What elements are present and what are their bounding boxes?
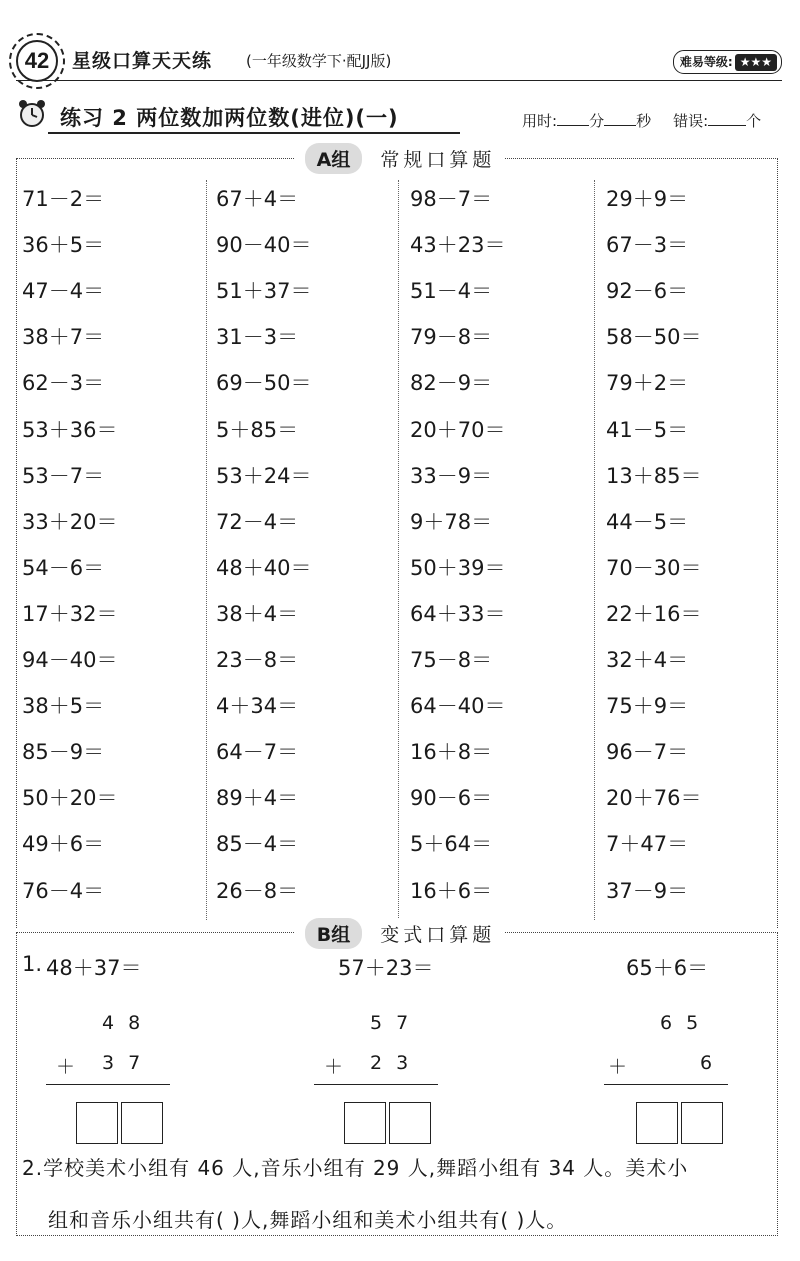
problem-item: 38＋5＝ bbox=[22, 694, 105, 719]
answer-box-tens[interactable] bbox=[636, 1102, 678, 1144]
plus-sign: ＋ bbox=[608, 1056, 628, 1078]
column-divider bbox=[206, 180, 207, 920]
answer-box-ones[interactable] bbox=[121, 1102, 163, 1144]
problem-item: 62－3＝ bbox=[22, 371, 105, 396]
problem-item: 69－50＝ bbox=[216, 371, 312, 396]
problem-item: 67＋4＝ bbox=[216, 187, 299, 211]
seconds-blank[interactable] bbox=[604, 111, 636, 126]
problem-item: 23－8＝ bbox=[216, 648, 299, 672]
problem-item: 4＋34＝ bbox=[216, 694, 299, 719]
problem-item: 9＋78＝ bbox=[410, 509, 493, 534]
problem-item: 64－40＝ bbox=[410, 694, 506, 719]
question-2-line-1: 2.学校美术小组有 46 人,音乐小组有 29 人,舞蹈小组有 34 人。美术小 bbox=[22, 1156, 689, 1180]
problem-item: 22＋16＝ bbox=[606, 601, 702, 626]
problem-item: 17＋32＝ bbox=[22, 601, 118, 626]
minute-label: 分 bbox=[589, 112, 605, 130]
problem-item: 13＋85＝ bbox=[606, 463, 702, 488]
bottom-number: 2 3 bbox=[370, 1052, 409, 1074]
problem-item: 43＋23＝ bbox=[410, 233, 506, 258]
minutes-blank[interactable] bbox=[557, 111, 589, 126]
second-label: 秒 bbox=[636, 112, 652, 130]
problem-item: 64－7＝ bbox=[216, 740, 299, 765]
problem-item: 51＋37＝ bbox=[216, 279, 312, 304]
alarm-clock-icon bbox=[16, 98, 48, 130]
vertical-expression: 57＋23＝ bbox=[338, 956, 434, 980]
problem-item: 64＋33＝ bbox=[410, 601, 506, 626]
vertical-expression: 48＋37＝ bbox=[46, 956, 142, 980]
lesson-title-underline bbox=[48, 132, 460, 134]
problem-item: 51－4＝ bbox=[410, 279, 493, 304]
problem-item: 5＋85＝ bbox=[216, 417, 299, 442]
problem-item: 32＋4＝ bbox=[606, 648, 689, 672]
problem-item: 33＋20＝ bbox=[22, 509, 118, 534]
problem-item: 79＋2＝ bbox=[606, 371, 689, 396]
answer-box-tens[interactable] bbox=[344, 1102, 386, 1144]
star-icon: ★★★ bbox=[735, 54, 777, 71]
plus-sign: ＋ bbox=[56, 1056, 76, 1078]
problem-item: 71－2＝ bbox=[22, 187, 105, 211]
problem-item: 53－7＝ bbox=[22, 463, 105, 488]
problem-item: 89＋4＝ bbox=[216, 786, 299, 811]
problem-item: 20＋76＝ bbox=[606, 786, 702, 811]
problem-item: 38＋4＝ bbox=[216, 601, 299, 626]
problem-item: 26－8＝ bbox=[216, 878, 299, 903]
top-number: 5 7 bbox=[370, 1012, 409, 1034]
section-b-pill: B组 bbox=[305, 918, 362, 949]
problem-item: 36＋5＝ bbox=[22, 233, 105, 258]
problem-item: 37－9＝ bbox=[606, 878, 689, 903]
problem-item: 47－4＝ bbox=[22, 279, 105, 304]
sum-line bbox=[314, 1084, 438, 1085]
problem-item: 16＋6＝ bbox=[410, 878, 493, 903]
section-a-pill: A组 bbox=[305, 143, 363, 174]
problem-item: 58－50＝ bbox=[606, 325, 702, 350]
plus-sign: ＋ bbox=[324, 1056, 344, 1078]
problem-item: 53＋36＝ bbox=[22, 417, 118, 442]
section-a-frame bbox=[16, 158, 778, 928]
answer-box-ones[interactable] bbox=[681, 1102, 723, 1144]
header-divider bbox=[16, 80, 782, 81]
section-b-header bbox=[0, 918, 800, 949]
series-title: 星级口算天天练 bbox=[72, 50, 213, 72]
problem-item: 85－9＝ bbox=[22, 740, 105, 765]
problem-item: 49＋6＝ bbox=[22, 832, 105, 857]
section-a-header bbox=[0, 143, 800, 174]
problem-item: 5＋64＝ bbox=[410, 832, 493, 857]
problem-item: 29＋9＝ bbox=[606, 187, 689, 211]
column-divider bbox=[594, 180, 595, 920]
answer-box-tens[interactable] bbox=[76, 1102, 118, 1144]
errors-blank[interactable] bbox=[708, 111, 746, 126]
problem-item: 70－30＝ bbox=[606, 555, 702, 580]
difficulty-rating bbox=[673, 50, 782, 74]
problem-item: 7＋47＝ bbox=[606, 832, 689, 857]
problem-item: 16＋8＝ bbox=[410, 740, 493, 765]
timing-stats bbox=[522, 110, 761, 131]
problem-item: 54－6＝ bbox=[22, 555, 105, 580]
bottom-number: 6 bbox=[700, 1052, 713, 1074]
series-subtitle: (一年级数学下·配JJ版) bbox=[246, 52, 392, 70]
problem-item: 67－3＝ bbox=[606, 233, 689, 258]
question-2-line-2: 组和音乐小组共有( )人,舞蹈小组和美术小组共有( )人。 bbox=[48, 1208, 568, 1232]
problem-item: 75－8＝ bbox=[410, 648, 493, 672]
problem-item: 82－9＝ bbox=[410, 371, 493, 396]
top-number: 6 5 bbox=[660, 1012, 699, 1034]
problem-item: 92－6＝ bbox=[606, 279, 689, 304]
problem-item: 90－6＝ bbox=[410, 786, 493, 811]
problem-item: 20＋70＝ bbox=[410, 417, 506, 442]
difficulty-label: 难易等级: bbox=[679, 55, 733, 69]
problem-item: 48＋40＝ bbox=[216, 555, 312, 580]
question-1-number: 1. bbox=[22, 952, 43, 976]
sum-line bbox=[46, 1084, 170, 1085]
column-divider bbox=[398, 180, 399, 920]
count-label: 个 bbox=[746, 112, 762, 130]
problem-item: 76－4＝ bbox=[22, 878, 105, 903]
problem-item: 79－8＝ bbox=[410, 325, 493, 350]
problem-item: 75＋9＝ bbox=[606, 694, 689, 719]
problem-item: 50＋20＝ bbox=[22, 786, 118, 811]
top-number: 4 8 bbox=[102, 1012, 141, 1034]
problem-item: 41－5＝ bbox=[606, 417, 689, 442]
section-a-name: 常规口算题 bbox=[380, 149, 496, 171]
sum-line bbox=[604, 1084, 728, 1085]
error-label: 错误: bbox=[673, 112, 709, 130]
page-number-badge: 42 bbox=[16, 40, 58, 82]
problem-item: 94－40＝ bbox=[22, 648, 118, 672]
problem-item: 90－40＝ bbox=[216, 233, 312, 258]
problem-item: 98－7＝ bbox=[410, 187, 493, 211]
problem-item: 96－7＝ bbox=[606, 740, 689, 765]
problem-item: 72－4＝ bbox=[216, 509, 299, 534]
problem-item: 31－3＝ bbox=[216, 325, 299, 350]
time-label: 用时: bbox=[522, 112, 558, 130]
section-b-name: 变式口算题 bbox=[380, 924, 496, 946]
problem-item: 33－9＝ bbox=[410, 463, 493, 488]
problem-item: 85－4＝ bbox=[216, 832, 299, 857]
lesson-title: 练习 2 两位数加两位数(进位)(一) bbox=[60, 106, 399, 130]
problem-item: 44－5＝ bbox=[606, 509, 689, 534]
problem-item: 53＋24＝ bbox=[216, 463, 312, 488]
answer-box-ones[interactable] bbox=[389, 1102, 431, 1144]
problem-item: 38＋7＝ bbox=[22, 325, 105, 350]
vertical-expression: 65＋6＝ bbox=[626, 956, 709, 980]
bottom-number: 3 7 bbox=[102, 1052, 141, 1074]
problem-item: 50＋39＝ bbox=[410, 555, 506, 580]
